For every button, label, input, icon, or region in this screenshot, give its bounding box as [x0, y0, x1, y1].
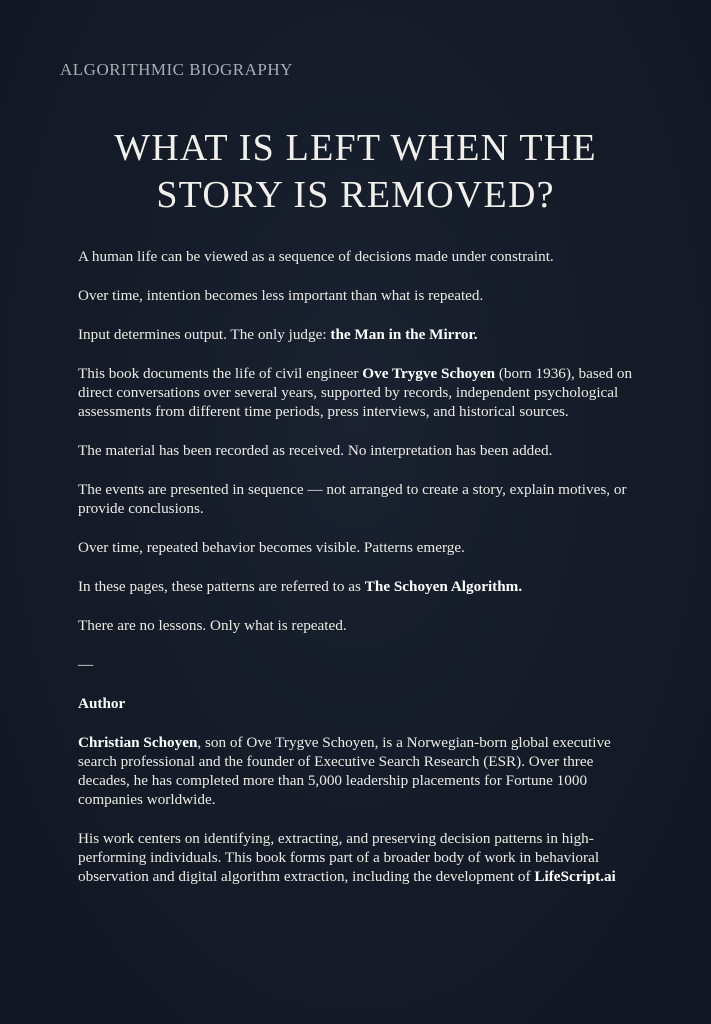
- series-label: ALGORITHMIC BIOGRAPHY: [60, 60, 293, 79]
- paragraph-6: The events are presented in sequence — not arranged to create a story, explain motives, or provide conclusions.: [78, 481, 627, 517]
- paragraph-5: The material has been recorded as received. No interpretation has been added.: [78, 442, 553, 459]
- title-line-1: WHAT IS LEFT WHEN THE: [114, 127, 597, 169]
- paragraph-8-text: In these pages, these patterns are referred to as: [78, 578, 365, 595]
- paragraph-9: There are no lessons. Only what is repeated.: [78, 617, 347, 634]
- paragraph-7: Over time, repeated behavior becomes visible. Patterns emerge.: [78, 539, 465, 556]
- paragraph-4: [78, 364, 638, 421]
- body-text: [78, 247, 638, 906]
- paragraph-3-emphasis: the Man in the Mirror.: [330, 326, 478, 343]
- subject-name: Ove Trygve Schoyen: [362, 365, 496, 382]
- author-heading: Author: [78, 695, 126, 712]
- paragraph-4-text-b: (born 1936), based on direct conversations over several years, supported by records, independent psychological assessments from different time periods, press interviews, and historical sources.: [78, 365, 633, 420]
- author-bio-2: [78, 829, 638, 886]
- section-divider: —: [78, 656, 94, 673]
- author-bio-1-text: , son of Ove Trygve Schoyen, is a Norwegian-born global executive search professional and the founder of Executive Search Research (ESR). Over three decades, he has completed more than 5,000 leadership placements for Fortune 1000 companies worldwide.: [78, 734, 611, 808]
- author-bio-2-text: His work centers on identifying, extracting, and preserving decision patterns in high-performing individuals. This book forms part of a broader body of work in behavioral observation and digital algorithm extraction, including the development of: [78, 830, 600, 885]
- algorithm-name: The Schoyen Algorithm.: [364, 578, 523, 595]
- paragraph-3-text: Input determines output. The only judge:: [78, 326, 331, 343]
- author-name: Christian Schoyen: [78, 734, 198, 751]
- author-bio-1: [78, 733, 638, 809]
- paragraph-4-text-a: This book documents the life of civil engineer: [78, 365, 363, 382]
- page-title: [40, 125, 671, 219]
- title-line-2: STORY IS REMOVED?: [156, 174, 555, 216]
- lifescript-name: LifeScript.ai: [534, 868, 616, 885]
- paragraph-1: A human life can be viewed as a sequence of decisions made under constraint.: [78, 248, 554, 265]
- paragraph-8: [78, 577, 638, 596]
- paragraph-2: Over time, intention becomes less important than what is repeated.: [78, 287, 484, 304]
- paragraph-3: [78, 325, 638, 344]
